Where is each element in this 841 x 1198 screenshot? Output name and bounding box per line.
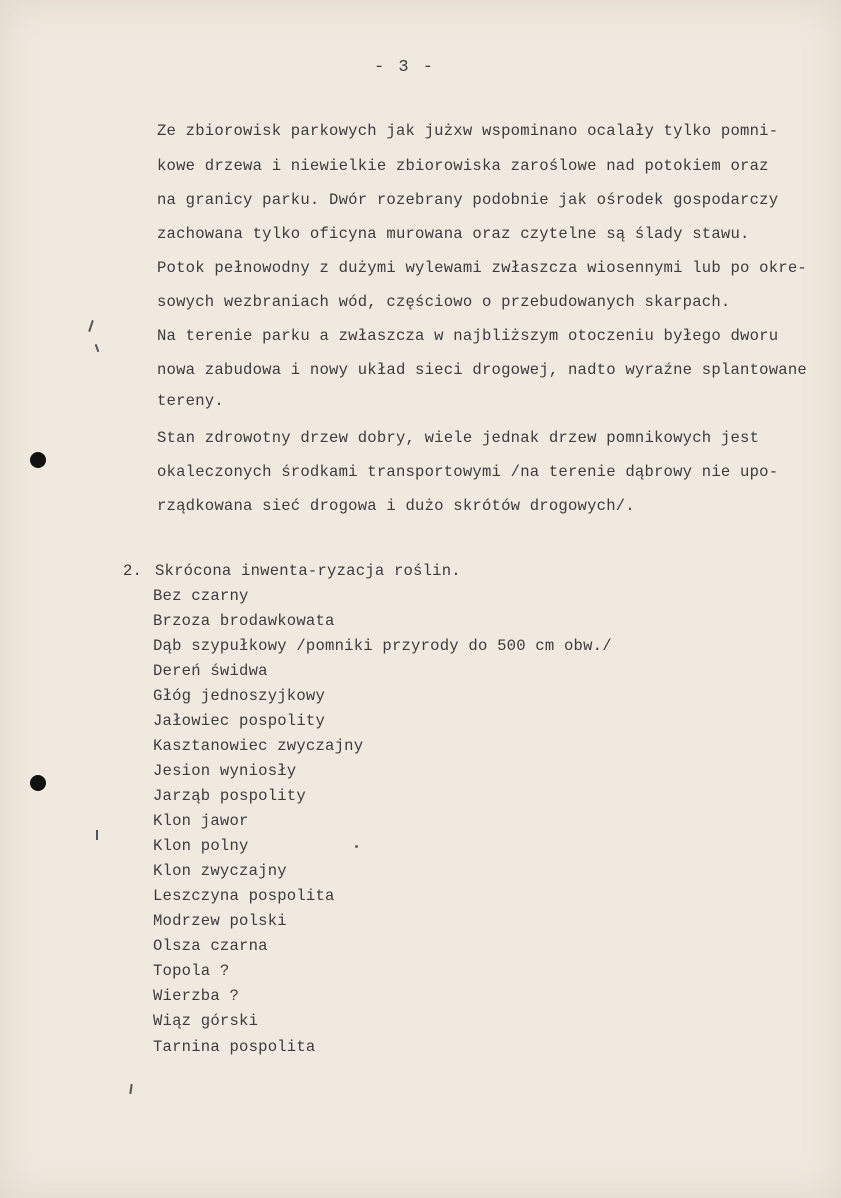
paragraph-line: nowa zabudowa i nowy układ sieci drogowej, nadto wyraźne splantowane <box>157 361 807 379</box>
plant-list-item: Olsza czarna <box>153 937 268 955</box>
plant-list-item: Głóg jednoszyjkowy <box>153 687 326 705</box>
plant-list-item: Bez czarny <box>153 587 249 605</box>
paragraph-line: rządkowana sieć drogowa i dużo skrótów drogowych/. <box>157 497 635 515</box>
punch-hole <box>30 775 46 791</box>
plant-list-item: Klon jawor <box>153 812 249 830</box>
paragraph-line: Ze zbiorowisk parkowych jak jużxw wspominano ocalały tylko pomni- <box>157 122 779 140</box>
plant-list-item: Dereń świdwa <box>153 662 268 680</box>
plant-list-item: Jarząb pospolity <box>153 787 306 805</box>
margin-mark <box>88 320 94 332</box>
page-number: - 3 - <box>374 58 436 77</box>
plant-list-item: Modrzew polski <box>153 912 287 930</box>
paragraph-line: okaleczonych środkami transportowymi /na terenie dąbrowy nie upo- <box>157 463 779 481</box>
paragraph-line: Potok pełnowodny z dużymi wylewami zwłaszcza wiosennymi lub po okre- <box>157 259 807 277</box>
paragraph-line: Na terenie parku a zwłaszcza w najbliższym otoczeniu byłego dworu <box>157 327 779 345</box>
plant-list-item: Wiąz górski <box>153 1012 259 1030</box>
margin-mark <box>95 344 100 352</box>
plant-list-item: Tarnina pospolita <box>153 1038 316 1056</box>
plant-list-item: Leszczyna pospolita <box>153 887 335 905</box>
plant-list-item: Jałowiec pospolity <box>153 712 326 730</box>
paragraph-line: Stan zdrowotny drzew dobry, wiele jednak drzew pomnikowych jest <box>157 429 760 447</box>
plant-list-item: Wierzba ? <box>153 987 240 1005</box>
paragraph-line: sowych wezbraniach wód, częściowo o przebudowanych skarpach. <box>157 293 731 311</box>
paragraph-line: kowe drzewa i niewielkie zbiorowiska zaroślowe nad potokiem oraz <box>157 157 769 175</box>
section-number: 2. <box>123 562 143 580</box>
plant-list-item: Klon polny <box>153 837 249 855</box>
plant-list-item: Kasztanowiec zwyczajny <box>153 737 364 755</box>
paragraph-line: na granicy parku. Dwór rozebrany podobnie jak ośrodek gospodarczy <box>157 191 779 209</box>
plant-list-item: Topola ? <box>153 962 230 980</box>
paragraph-line: tereny. <box>157 392 224 410</box>
plant-list-item: Klon zwyczajny <box>153 862 287 880</box>
punch-hole <box>30 452 46 468</box>
margin-mark <box>96 830 98 840</box>
plant-list-item: Jesion wyniosły <box>153 762 297 780</box>
margin-mark <box>129 1084 132 1094</box>
paper-speck <box>355 845 358 848</box>
plant-list-item: Brzoza brodawkowata <box>153 612 335 630</box>
section-title: Skrócona inwenta-ryzacja roślin. <box>155 562 461 580</box>
plant-list-item: Dąb szypułkowy /pomniki przyrody do 500 cm obw./ <box>153 637 612 655</box>
paragraph-line: zachowana tylko oficyna murowana oraz czytelne są ślady stawu. <box>157 225 750 243</box>
